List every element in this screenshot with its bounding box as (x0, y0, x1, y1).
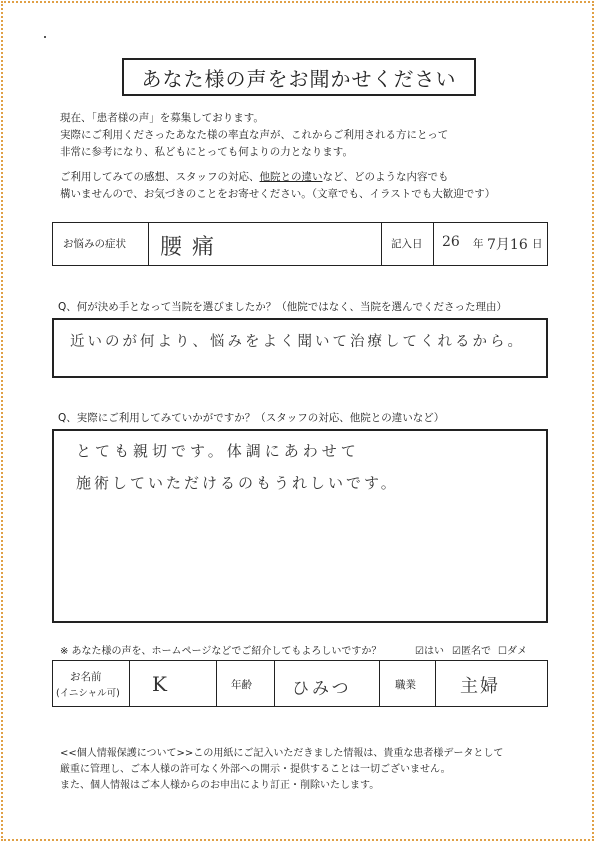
privacy-line-3: また、個人情報はご本人様からのお申出により訂正・削除いたします。 (60, 780, 380, 791)
divider (433, 222, 434, 266)
privacy-line-2: 厳重に管理し、ご本人様の許可なく外部への開示・提供することは一切ございません。 (60, 764, 451, 775)
job-value[interactable]: 主婦 (460, 676, 500, 697)
age-label: 年齢 (231, 679, 252, 691)
divider (435, 660, 436, 707)
year-unit: 年 (473, 238, 484, 250)
divider (148, 222, 149, 266)
symptom-label: お悩みの症状 (63, 238, 126, 250)
date-label: 記入日 (391, 238, 423, 250)
consent-anonymous-checkbox[interactable]: ☑匿名で (452, 646, 491, 657)
question-2: Q、実際にご利用してみていかがですか？（スタッフの対応、他院との違いなど） (58, 412, 445, 424)
page-title (122, 58, 476, 96)
day-unit: 日 (532, 238, 543, 250)
date-month-day[interactable]: 7月16 (487, 237, 528, 253)
intro-line-4-b: など、どのような内容でも (322, 171, 449, 183)
intro-line-4-a: ご利用してみての感想、スタッフの対応、 (60, 171, 260, 183)
date-year[interactable]: 26 (442, 234, 460, 250)
consent-no-checkbox[interactable]: ☐ダメ (498, 646, 527, 657)
intro-line-1: 現在、「患者様の声」を募集しております。 (60, 112, 264, 124)
consent-question: ※ あなた様の声を、ホームページなどでご紹介してもよろしいですか？ (60, 646, 382, 657)
scan-dot (44, 36, 46, 38)
divider (274, 660, 275, 707)
privacy-line-1: <<個人情報保護について>>この用紙にご記入いただきました情報は、貴重な患者様データとして (60, 748, 504, 759)
name-value[interactable]: K (152, 672, 169, 696)
divider (216, 660, 217, 707)
divider (129, 660, 130, 707)
page-title-text: あなた様の声をお聞かせください (141, 66, 457, 91)
intro-line-4-underlined: 他院との違い (259, 171, 323, 183)
intro-line-5: 構いませんので、お気づきのことをお寄せください。（文章でも、イラストでも大歓迎です） (60, 188, 496, 200)
age-value[interactable]: ひみつ (292, 679, 352, 699)
job-label: 職業 (395, 679, 416, 691)
divider (381, 222, 382, 266)
answer-2-line-1: とても親切です。体調にあわせて (76, 442, 360, 460)
name-label: お名前 (70, 671, 102, 683)
intro-line-2: 実際にご利用くださったあなた様の率直な声が、これからご利用される方にとって (60, 129, 449, 141)
answer-1-text: 近いのが何より、悩みをよく聞いて治療してくれるから。 (70, 334, 525, 350)
consent-yes-checkbox[interactable]: ☑はい (415, 646, 444, 657)
divider (379, 660, 380, 707)
question-1: Q、何が決め手となって当院を選びましたか？（他院ではなく、当院を選んでくださった理由） (58, 301, 508, 313)
name-sublabel: (イニシャル可) (56, 688, 120, 699)
intro-line-3: 非常に参考になり、私どもにとっても何よりの力となります。 (60, 146, 353, 158)
symptom-value[interactable]: 腰痛 (160, 235, 225, 260)
answer-2-line-2: 施術していただけるのもうれしいです。 (76, 474, 399, 492)
intro-line-4 (60, 169, 449, 186)
